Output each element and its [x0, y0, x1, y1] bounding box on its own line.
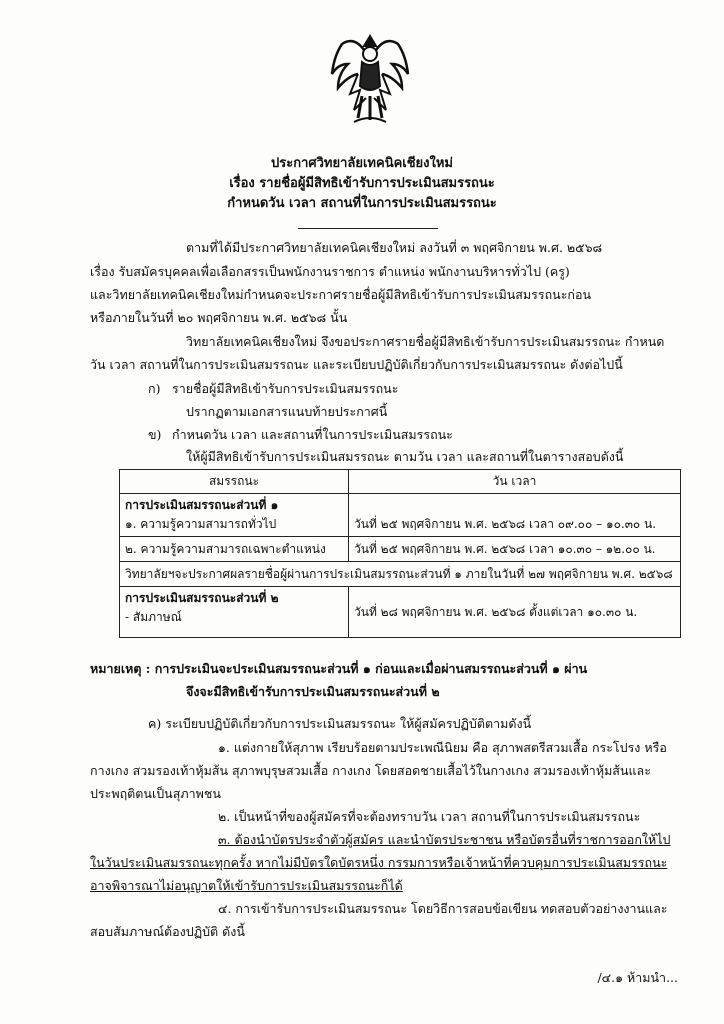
column-header: สมรรถนะ [120, 470, 349, 494]
part1-title: การประเมินสมรรถนะส่วนที่ ๑ [125, 498, 279, 512]
item-marker: ข) [148, 427, 162, 442]
item-b-sub: ให้ผู้มีสิทธิเข้ารับการประเมินสมรรถนะ ตามวัน เวลา และสถานที่ในตารางสอบดังนี้ [186, 449, 624, 464]
column-header: วัน เวลา [349, 470, 681, 494]
item-b-text: กำหนดวัน เวลา และสถานที่ในการประเมินสมรรถนะ [172, 427, 453, 442]
intro-line: วัน เวลา สถานที่ในการประเมินสมรรถนะ และระเบียบปฏิบัติเกี่ยวกับการประเมินสมรรถนะ ดังต่อไปนี้ [90, 357, 623, 372]
intro-line: เรื่อง รับสมัครบุคคลเพื่อเลือกสรรเป็นพนักงานราชการ ตำแหน่ง พนักงานบริหารทั่วไป (ครู) [90, 264, 570, 279]
item-a-sub: ปรากฏตามเอกสารแนบท้ายประกาศนี้ [186, 404, 388, 419]
rule-line: อาจพิจารณาไม่อนุญาตให้เข้ารับการประเมินสมรรถนะก็ได้ [90, 878, 403, 893]
table-header-row [120, 470, 681, 494]
intro-line: หรือภายในวันที่ ๒๐ พฤศจิกายน พ.ศ. ๒๕๖๘ นั้น [90, 310, 348, 325]
note-line: หมายเหตุ : การประเมินจะประเมินสมรรถนะส่วนที่ ๑ ก่อนและเมื่อผ่านสมรรถนะส่วนที่ ๑ ผ่าน [90, 661, 588, 676]
table-cell [120, 494, 349, 537]
intro-line: และวิทยาลัยเทคนิคเชียงใหม่กำหนดจะประกาศรายชื่อผู้มีสิทธิเข้ารับการประเมินสมรรถนะก่อน [90, 287, 592, 302]
rule-line: สอบสัมภาษณ์ต้องปฏิบัติ ดังนี้ [90, 924, 245, 939]
part2-title: การประเมินสมรรถนะส่วนที่ ๒ [125, 591, 279, 605]
item-a-text: รายชื่อผู้มีสิทธิเข้ารับการประเมินสมรรถนะ [172, 381, 399, 396]
intro-line: ตามที่ได้มีประกาศวิทยาลัยเทคนิคเชียงใหม่ ลงวันที่ ๓ พฤศจิกายน พ.ศ. ๒๕๖๘ [186, 240, 603, 255]
rule-line: ๒. เป็นหน้าที่ของผู้สมัครที่จะต้องทราบวัน เวลา สถานที่ในการประเมินสมรรถนะ [218, 809, 641, 824]
competency-name: - สัมภาษณ์ [125, 610, 182, 624]
item-marker: ก) [148, 381, 161, 396]
announcement-title: ประกาศวิทยาลัยเทคนิคเชียงใหม่ [270, 156, 454, 171]
schedule-time: วันที่ ๒๕ พฤศจิกายน พ.ศ. ๒๕๖๘ เวลา ๐๙.๐๐ – ๑๐.๓๐ น. [349, 494, 681, 537]
result-announcement: วิทยาลัยฯจะประกาศผลรายชื่อผู้ผ่านการประเมินสมรรถนะส่วนที่ ๑ ภายในวันที่ ๒๗ พฤศจิกายน พ.ศ. ๒๕๖๘ [120, 562, 681, 587]
continuation-marker: /๔.๑ ห้ามนำ... [597, 970, 678, 985]
schedule-time: วันที่ ๒๕ พฤศจิกายน พ.ศ. ๒๕๖๘ เวลา ๑๐.๓๐ – ๑๒.๐๐ น. [349, 537, 681, 562]
table-row [120, 587, 681, 638]
rule-line: ๑. แต่งกายให้สุภาพ เรียบร้อยตามประเพณีนิยม คือ สุภาพสตรีสวมเสื้อ กระโปรง หรือ [218, 740, 667, 755]
table-row [120, 494, 681, 537]
rule-line: ๓. ต้องนำบัตรประจำตัวผู้สมัคร และนำบัตรประชาชน หรือบัตรอื่นที่ราชการออกให้ไป [218, 832, 671, 847]
competency-name: ๒. ความรู้ความสามารถเฉพาะตำแหน่ง [120, 537, 349, 562]
garuda-emblem-icon [324, 30, 416, 126]
table-cell [120, 587, 349, 638]
exam-schedule-table [119, 469, 681, 638]
announcement-subtitle: กำหนดวัน เวลา สถานที่ในการประเมินสมรรถนะ [227, 196, 497, 211]
rule-line: ๔. การเข้ารับการประเมินสมรรถนะ โดยวิธีการสอบข้อเขียน ทดสอบตัวอย่างงานและ [218, 901, 668, 916]
rule-line: ในวันประเมินสมรรถนะทุกครั้ง หากไม่มีบัตรใดบัตรหนึ่ง กรรมการหรือเจ้าหน้าที่ควบคุมการประเมินสมรรถนะ [90, 855, 668, 870]
competency-name: ๑. ความรู้ความสามารถทั่วไป [125, 517, 277, 531]
schedule-time: วันที่ ๒๘ พฤศจิกายน พ.ศ. ๒๕๖๘ ตั้งแต่เวลา ๑๐.๓๐ น. [349, 587, 681, 638]
rules-heading: ค) ระเบียบปฏิบัติเกี่ยวกับการประเมินสมรรถนะ ให้ผู้สมัครปฏิบัติตามดังนี้ [148, 716, 532, 731]
rule-line: ประพฤติตนเป็นสุภาพชน [90, 786, 221, 801]
announcement-subject: เรื่อง รายชื่อผู้มีสิทธิเข้ารับการประเมินสมรรถนะ [229, 176, 495, 191]
rule-line: กางเกง สวมรองเท้าหุ้มส้น สุภาพบุรุษสวมเสื้อ กางเกง โดยสอดชายเสื้อไว้ในกางเกง สวมรองเท้าหุ้มส้นและ [90, 763, 651, 778]
table-row [120, 537, 681, 562]
note-line: จึงจะมีสิทธิเข้ารับการประเมินสมรรถนะส่วนที่ ๒ [186, 684, 440, 699]
header-divider [298, 228, 438, 229]
intro-line: วิทยาลัยเทคนิคเชียงใหม่ จึงขอประกาศรายชื่อผู้มีสิทธิเข้ารับการประเมินสมรรถนะ กำหนด [186, 334, 665, 349]
table-row [120, 562, 681, 587]
